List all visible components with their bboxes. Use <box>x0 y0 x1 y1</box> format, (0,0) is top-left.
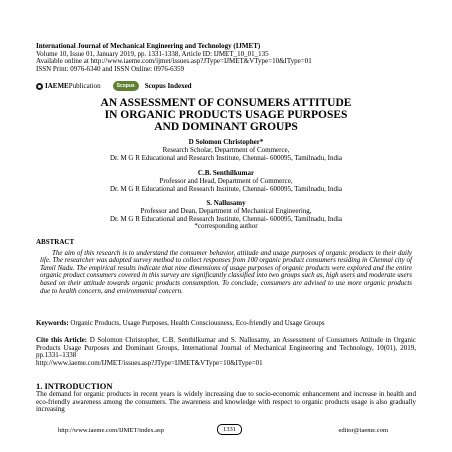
introduction-text: The demand for organic products in recent years is widely increasing due to socio-economic enhancement and increase in health and eco-friendly awareness among the consumers. The awareness and knowledge with respect to organic products usage is also gradually increasing <box>36 390 416 414</box>
journal-title: International Journal of Mechanical Engineering and Technology (IJMET) <box>36 42 261 50</box>
keywords-text: Organic Products, Usage Purposes, Health Consciousness, Eco-friendly and Usage Groups <box>68 319 325 327</box>
title-line: AND DOMINANT GROUPS <box>154 121 298 133</box>
page-number: 1331 <box>217 424 242 435</box>
title-line: IN ORGANIC PRODUCTS USAGE PURPOSES <box>104 109 348 121</box>
author-affiliation: Dr. M G R Educational and Research Institute, Chennai- 600095, Tamilnadu, India <box>109 153 343 162</box>
publisher-name: IAEME <box>45 82 69 90</box>
author-affiliation: Dr. M G R Educational and Research Institute, Chennai- 600095, Tamilnadu, India <box>109 214 343 223</box>
author-affiliation: Research Scholar, Department of Commerce, <box>162 145 290 154</box>
author-block <box>20 200 432 231</box>
issn-line: ISSN Print: 0976-6340 and ISSN Online: 0976-6359 <box>36 64 185 73</box>
keywords-label: Keywords: <box>36 319 69 327</box>
author-name: S. Nallusamy <box>206 199 246 207</box>
page-footer <box>36 424 416 434</box>
author-affiliation: Professor and Dean, Department of Mechanical Engineering, <box>140 206 312 215</box>
abstract-section <box>36 239 416 295</box>
author-name: D Solomon Christopher* <box>188 138 264 146</box>
abstract-text: The aim of this research is to understand the consumer behavior, attitude and usage purposes of organic products in their daily life. The researcher was adopted survey method to collect responses from 100 organic product consumers residing in Chennai city of Tamil Nadu. The empirical results indicate that nine dimensions of usage purposes of organic products were explored and the entire organic product consumers covered in this survey are significantly classified into two groups such as, high users and moderate users based on their attitude towards organic products consumption. To conclude, consumers are advised to use more organic products due to health concern, and environmental concern. <box>40 248 413 295</box>
cite-this-article <box>36 337 416 367</box>
footer-email-link[interactable]: editor@iaeme.com <box>338 427 388 434</box>
footer-url-link[interactable]: http://www.iaeme.com/IJMET/index.asp <box>58 427 164 434</box>
cite-text: D Solomon Christopher, C.B. Senthilkumar and S. Nallusamy, an Assessment of Consumers Attitude in Organic Products Usage Purposes and Dominant Groups, International Journal of Mechanical Engineering and Technology, 10(01), 2019, pp.1331–1338 <box>36 336 416 360</box>
title-line: AN ASSESSMENT OF CONSUMERS ATTITUDE <box>100 97 352 109</box>
author-block <box>20 139 432 162</box>
author-affiliation: Professor and Head, Department of Commerce, <box>159 176 293 185</box>
journal-header <box>36 43 416 73</box>
available-online-line[interactable]: Available online at http://www.iaeme.com/ijmet/issues.asp?JType=IJMET&VType=10&IType=01 <box>36 57 312 66</box>
keywords <box>36 320 416 328</box>
publisher-row <box>36 79 192 93</box>
iaeme-logo-icon <box>36 83 43 90</box>
abstract-heading: ABSTRACT <box>36 238 75 246</box>
author-block <box>20 170 432 193</box>
author-name: C.B. Senthilkumar <box>197 169 255 177</box>
cite-label: Cite this Article: <box>36 336 88 344</box>
introduction-heading: 1. INTRODUCTION <box>36 381 113 391</box>
scopus-indexed-label: Scopus Indexed <box>144 82 192 90</box>
author-affiliation: Dr. M G R Educational and Research Institute, Chennai- 600095, Tamilnadu, India <box>109 184 343 193</box>
corresponding-author-note: *corresponding author <box>194 222 258 231</box>
cite-url-link[interactable]: http://www.iaeme.com/IJMET/issues.asp?JType=IJMET&VType=10&IType=01 <box>36 358 263 367</box>
volume-line: Volume 10, Issue 01, January 2019, pp. 1331-1338, Article ID: IJMET_10_01_135 <box>36 49 269 58</box>
scopus-logo-icon: Scopus <box>113 81 139 91</box>
publisher-suffix: Publication <box>68 82 101 90</box>
paper-title <box>40 97 412 133</box>
